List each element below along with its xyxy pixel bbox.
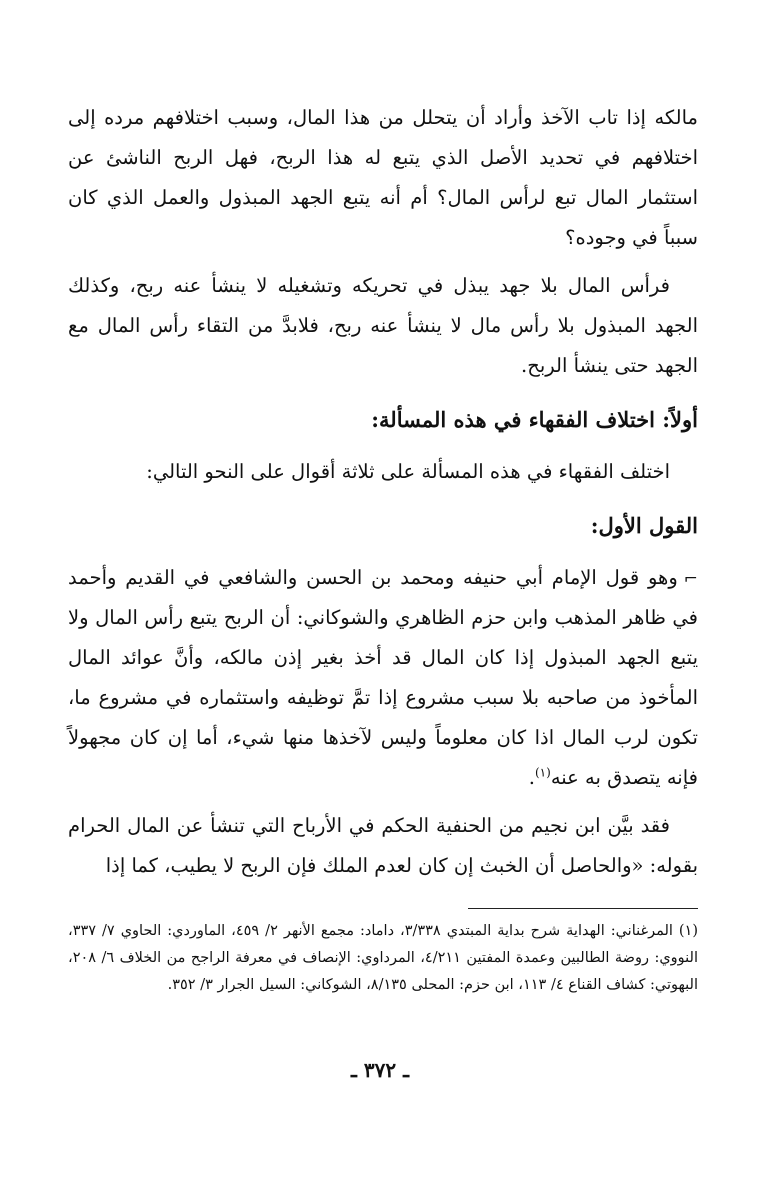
first-opinion-end: . [528,766,535,789]
last-paragraph: فقد بيَّن ابن نجيم من الحنفية الحكم في الأرباح التي تنشأ عن المال الحرام بقوله: «والحاصل أن الخبث إن كان لعدم الملك فإن الربح لا يطيب، كما إذا [68,814,698,877]
page-body [68,98,698,894]
section-heading-first: أولاً: اختلاف الفقهاء في هذه المسألة: [371,407,698,432]
first-opinion-paragraph [68,558,698,798]
footnote-reference: (١) [534,765,551,780]
paragraph-2: فرأس المال بلا جهد يبذل في تحريكه وتشغيله لا ينشأ عنه ربح، وكذلك الجهد المبذول بلا رأس مال لا ينشأ عنه ربح، فلابدَّ من التقاء رأس المال مع الجهد حتى ينشأ الربح. [68,274,698,377]
page-number: ـ ٣٧٢ ـ [351,1058,409,1082]
first-opinion-text: وهو قول الإمام أبي حنيفه ومحمد بن الحسن والشافعي في القديم وأحمد في ظاهر المذهب وابن حزم الظاهري والشوكاني: أن الربح يتبع رأس المال ولا يتبع الجهد المبذول إذا كان المال قد أخذ بغير إذن مالكه، وأنَّ عوائد المال المأخوذ من صاحبه بلا سبب مشروع إذا تمَّ توظيفه واستثماره في مشروع ما، تكون لرب المال اذا كان معلوماً وليس لآخذها منها شيء، أما إن كان مجهولاً فإنه يتصدق به عنه [68,566,698,789]
footnote-separator [468,908,698,909]
intro-paragraph: اختلف الفقهاء في هذه المسألة على ثلاثة أقوال على النحو التالي: [146,460,670,483]
margin-mark-icon: ⌐ [683,569,698,589]
footnote: (١) المرغناني: الهداية شرح بداية المبتدي ٣/٣٣٨، داماد: مجمع الأنهر ٢/ ٤٥٩، الماوردي: الحاوي ٧/ ٣٣٧، النووي: روضة الطالبين وعمدة المفتين ٤/٢١١، المرداوي: الإنصاف في معرفة الراجح من الخلاف ٦/ ٢٠٨، البهوتي: كشاف القناع ٤/ ١١٣، ابن حزم: المحلى ٨/١٣٥، الشوكاني: السيل الجرار ٣/ ٣٥٢. [68,923,699,993]
section-heading-first-opinion: القول الأول: [590,513,698,538]
paragraph-1: مالكه إذا تاب الآخذ وأراد أن يتحلل من هذا المال، وسبب اختلافهم مرده إلى اختلافهم في تحديد الأصل الذي يتبع له هذا الربح، فهل الربح الناشئ عن استثمار المال تبع لرأس المال؟ أم أنه يتبع الجهد المبذول والعمل الذي كان سبباً في وجوده؟ [68,106,698,249]
